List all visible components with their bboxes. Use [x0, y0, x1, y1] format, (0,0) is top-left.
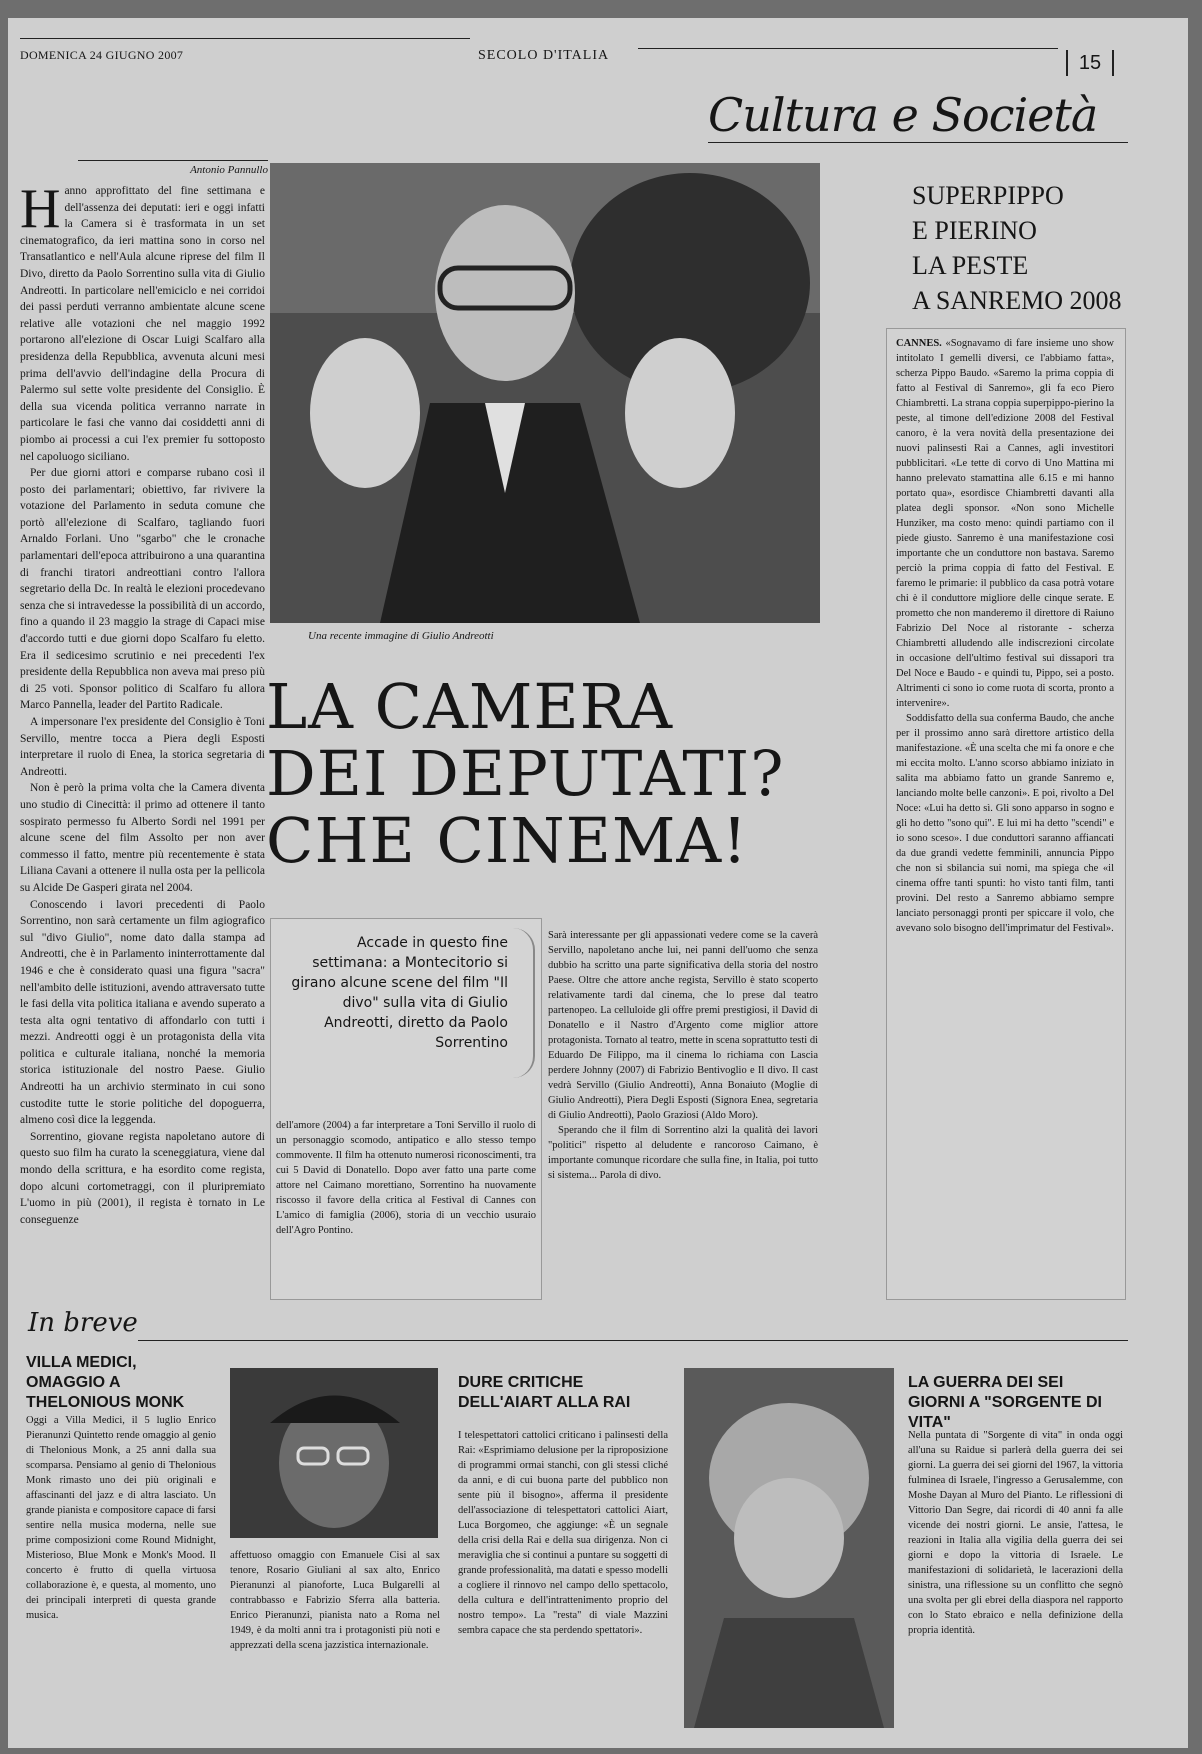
sidebar-title-line: SUPERPIPPO: [912, 181, 1064, 210]
newspaper-page: [8, 18, 1188, 1748]
breve-rule: [138, 1340, 1128, 1341]
brief-text: [908, 1428, 1123, 1743]
page-number: 15: [1066, 50, 1114, 76]
article-column-2: [276, 1118, 536, 1298]
sidebar-title: [912, 178, 1132, 318]
brief-headline: VILLA MEDICI, OMAGGIO A THELONIOUS MONK: [26, 1354, 185, 1411]
sidebar-paragraph: «Sognavamo di fare insieme uno show intitolato I gemelli diversi, ce l'abbiamo fatta», scherza Pippo Baudo. «Saremo la prima coppia di fatto al Festival di Sanremo», gli fa eco Piero Chiambretti. La strana coppia superpippo-pierino la peste, al timone dell'edizione 2008 del Festival canoro, è la vera novità della presentazione dei nuovi palinsesti Rai a Cannes, agli investitori pubblicitari. «Le tette di corvo di Uno Mattina mi hanno prelevato stamattina alle 6.15 e mi hanno portato qua», esordisce Chiambretti davanti alla platea degli sponsor. «Non sono Michelle Hunziker, ma costo meno: quindi partiamo con il piede giusto. Sanremo è una manifestazione così importante che un conduttore non bastava. Saremo perciò la prima coppia di fatto del Festival. E faremo le primarie: il pubblico da casa potrà votare chi è il conduttore migliore delle cinque serate. E prometto che non manderemo il direttore di Raiuno Fabrizio Del Noce al ristorante - scherza Chiambretti alludendo alle indiscrezioni circolate in occasione dell'ultimo festival sui dissapori tra Del Noce e Baudo - e quindi tu, Pippo, sei a posto. Altrimenti ci sono io come ruota di scorta, pronto a intervenire».: [896, 338, 1114, 709]
sidebar-title-line: E PIERINO: [912, 216, 1037, 245]
headline-line: CHE CINEMA!: [266, 804, 749, 877]
sidebar-title-line: A SANREMO 2008: [912, 286, 1122, 315]
sidebar-lead: CANNES.: [896, 338, 942, 349]
andreotti-photo: [270, 163, 820, 623]
photo-placeholder-icon: [230, 1368, 438, 1538]
photo-placeholder-icon: [270, 163, 820, 623]
brief-paragraph: affettuoso omaggio con Emanuele Cisi al sax tenore, Rosario Giuliani al sax alto, Enrico Pieranunzi al pianoforte, Luca Bulgarelli al contrabbasso e Fabrizio Sferra alla batteria. Enrico Pieranunzi, pianista nato a Roma nel 1949, è da molti anni tra i protagonisti più noti e apprezzati della scena jazzistica internazionale.: [230, 1550, 440, 1651]
article-paragraph: A impersonare l'ex presidente del Consiglio è Toni Servillo, mentre tocca a Piera degli Esposti interpretare il ruolo di Enea, la storica segretaria di Andreotti.: [20, 716, 265, 778]
headline: [266, 670, 785, 877]
article-paragraph: Sorrentino, giovane regista napoletano autore di questo suo film ha curato la sceneggiatura, viene dal mondo della scrittura, e ha esordito come regista, dopo alcuni cortometraggi, con il pluripremiato L'uomo in più (2001), il regista è tornato in Le conseguenze: [20, 1130, 265, 1226]
thelonious-monk-photo: [230, 1368, 438, 1538]
soldier-photo: [684, 1368, 894, 1728]
article-paragraph: Non è però la prima volta che la Camera diventa uno studio di Cinecittà: il primo ad ottenere il tanto sospirato permesso fu Alberto Sordi nel 1991 per alcune scene del film Assolto per non aver commesso il fatto, mentre più recentemente è stata Liliana Cavani a ottenere il nulla osta per la pellicola su Alcide De Gasperi girata nel 2004.: [20, 782, 265, 894]
headline-line: DEI DEPUTATI?: [266, 737, 785, 810]
section-title: Cultura e Società: [708, 88, 1098, 142]
photo-caption: Una recente immagine di Giulio Andreotti: [308, 630, 494, 642]
header-rule-left: [20, 38, 470, 39]
article-column-3: [548, 928, 818, 1298]
brief-paragraph: Oggi a Villa Medici, il 5 luglio Enrico Pieranunzi Quintetto rende omaggio al genio di Thelonious Monk, a 25 anni dalla sua scomparsa. Pensiamo al genio di Thelonious Monk rimasto uno dei più originali e affascinanti del jazz e di altra lasciato. Un grande pianista e compositore capace di farsi sentire nella musica moderna, nelle sue prime composizioni come Round Midnight, Misterioso, Blue Monk e Monk's Mood. Il concerto è frutto di quella virtuosa collaborazione è, e questa, al momento, uno dei principali interpreti di questa grande musica.: [26, 1415, 216, 1621]
section-rule: [708, 142, 1128, 143]
drop-cap: H: [20, 183, 61, 240]
article-paragraph: Sperando che il film di Sorrentino alzi la qualità dei lavori "politici" rispetto al deludente e rancoroso Caimano, è importante comunque ricordare che sulla fine, in Italia, poi tutto si sistema... Parola di divo.: [548, 1125, 818, 1181]
article-paragraph: Conoscendo i lavori precedenti di Paolo Sorrentino, non sarà certamente un film agiografico sul "divo Giulio", nome dato dalla stampa ad Andreotti, che è in Parlamento ininterrottamente dal 1946 e che è considerato quasi una figura "sacra" nell'ambito delle istituzioni, avendo attraversato tutte le fasi della vita politica italiana e avendo superato a testa alta ogni tentativo di affondarlo con tutti i mezzi. Andreotti oggi è un protagonista della vita politica e culturale italiana, nonché la memoria storica istituzionale del nostro Paese. Giulio Andreotti ha un archivio sterminato in cui sono custodite tutte le storie politiche del dopoguerra, almeno così dice la leggenda.: [20, 898, 265, 1127]
summary-bracket: [513, 928, 535, 1078]
brief-text: [458, 1428, 668, 1743]
article-summary: Accade in questo fine settimana: a Montecitorio si girano alcune scene del film "Il divo" sulla vita di Giulio Andreotti, diretto da Paolo Sorrentino: [291, 935, 508, 1051]
article-column-1: [20, 183, 265, 1303]
brief-text: [230, 1548, 440, 1743]
brief-headline: DURE CRITICHE DELL'AIART ALLA RAI: [458, 1374, 631, 1411]
article-paragraph: Per due giorni attori e comparse rubano così il posto dei parlamentari; obiettivo, far rivivere la votazione del Parlamento in seduta comune che portò all'elezione di Scalfaro, tagliando fuori Arnaldo Forlani. Uno "sgarbo" che le cronache parlamentari dell'epoca attribuirono a una quarantina di franchi tiratori andreottiani contro l'allora segretario della Dc. In realtà le elezioni procedevano senza che si intravedesse la possibilità di un accordo, fino a quando il 23 maggio la strage di Capaci mise d'accordo tutti e due giorni dopo Scalfaro fu eletto. Era il sedicesimo scrutinio e nei precedenti l'ex presidente della Repubblica non aveva mai preso più di 25 voti. Sponsor politico di Scalfaro fu allora Marco Pannella, leader del Partito Radicale.: [20, 467, 265, 712]
article-paragraph: dell'amore (2004) a far interpretare a Toni Servillo il ruolo di un personaggio scomodo, antipatico e allo stesso tempo commovente. Il film ha ottenuto numerosi riconoscimenti, tra cui 5 David di Donatello. Dopo aver fatto una parte come attore nel Caimano morettiano, Sorrentino ha nuovamente riscosso il favore della critica al Festival di Cannes con L'amico di famiglia (2006), storia di un vecchio usuraio dell'Agro Pontino.: [276, 1120, 536, 1236]
sidebar-paragraph: Soddisfatto della sua conferma Baudo, che anche per il prossimo anno sarà direttore artistico della manifestazione. «È una scelta che mi fa onore e che mi eccita molto. L'anno scorso abbiamo iniziato in salita ma abbiamo fatto un grande Sanremo e, lanciando molte belle canzoni». E poi, rivolto a Del Noce: «Lui ha detto sì. Gli sono apparso in sogno e gli ho detto "sono qui". E lui mi ha detto "scendi" e io sono sceso». I due conduttori saranno affiancati da due grandi vedette femminili, annuncia Pippo che non si sbilancia sui nomi, ma spiega che «il cinema offre tanti spunti: ho visto tanti film, tanti provini. Del resto a Sanremo abbiamo sempre lanciato personaggi pronti per spiccare il volo, che avevano solo bisogno dell'imprimatur del Festival».: [896, 713, 1114, 934]
header-date: DOMENICA 24 GIUGNO 2007: [20, 48, 184, 62]
header-rule-right: [638, 48, 1058, 49]
brief-text: [26, 1413, 216, 1743]
headline-line: LA CAMERA: [266, 670, 674, 743]
byline: Antonio Pannullo: [78, 160, 268, 176]
brief-headline: LA GUERRA DEI SEI GIORNI A "SORGENTE DI VITA": [908, 1374, 1102, 1431]
sidebar-title-line: LA PESTE: [912, 251, 1029, 280]
in-breve-title: In breve: [28, 1308, 138, 1338]
article-paragraph: anno approfittato del fine settimana e dell'assenza dei deputati: ieri e oggi infatti la Camera si è trasformata in un set cinematografico, da ieri mattina sono in corso nel Transatlantico e nell'Aula alcune riprese del film Il Divo, diretto da Paolo Sorrentino sulla vita di Giulio Andreotti. In particolare nell'emiciclo e nei corridoi dei passi perduti verranno ambientate alcune scene relative alle votazioni che nel maggio 1992 portarono all'elezione di Oscar Luigi Scalfaro alla presidenza della Repubblica, avvenuta alcuni mesi prima dell'avvio dell'indagine della Procura di Palermo sul sette volte presidente del Consiglio. È della sua vicenda politica verranno narrate in particolare le fasi che vanno dai cosiddetti anni di piombo ai processi a cui l'ex premier fu sottoposto nel capoluogo siciliano.: [20, 185, 265, 463]
article-paragraph: Sarà interessante per gli appassionati vedere come se la caverà Servillo, napoletano anche lui, nei panni dell'uomo che senza dubbio ha scritto una parte significativa della storia del nostro Paese. Oltre che attore anche regista, Servillo è stato scoperto relativamente tardi dal cinema, che lo prese dal teatro partenopeo. La celluloide gli offre premi prestigiosi, il David di Donatello e il Nastro d'Argento come miglior attore protagonista. Tornato al teatro, mette in scena soprattutto testi di Eduardo De Filippo, ma il cinema lo richiama con Lascia perdere Johnny (2007) di Fabrizio Bentivoglio e Il divo. Il cast vedrà Servillo (Giulio Andreotti), Anna Bonaiuto (Moglie di Giulio Andreotti), Piera Degli Esposti (Signora Enea, segretaria di Giulio Andreotti), Paolo Graziosi (Aldo Moro).: [548, 930, 818, 1121]
sidebar-text: [896, 336, 1114, 1291]
header-paper-name: SECOLO D'ITALIA: [478, 48, 610, 63]
photo-placeholder-icon: [684, 1368, 894, 1728]
brief-paragraph: Nella puntata di "Sorgente di vita" in onda oggi all'una su Raidue si parlerà della guerra dei sei giorni. La guerra dei sei giorni del 1967, la vittoria fulminea di Israele, l'ingresso a Gerusalemme, con Moshe Dayan al Muro del Pianto. Le riflessioni di Vittorio Dan Segre, dai ricordi di 40 anni fa alle vicende dei nostri giorni. Le ansie, l'attesa, le reazioni in Italia alla vigilia della guerra dei sei giorni e dopo la vittoria di Israele. Le manifestazioni di solidarietà, le lacerazioni della sinistra, una riflessione su un conflitto che segnò una svolta per gli ebrei della diaspora nel rapporto con lo Stato ebraico e nella definizione della propria identità.: [908, 1430, 1123, 1636]
brief-paragraph: I telespettatori cattolici criticano i palinsesti della Rai: «Esprimiamo delusione per la riproposizione di programmi ormai stanchi, con gli stessi cliché da anni, e di cui buona parte del pubblico non sente più il bisogno», afferma il presidente dell'associazione di telespettatori cattolici Aiart, Luca Borgomeo, che aggiunge: «È un segnale della crisi della Rai e della sua dirigenza. Non ci meraviglia che si continui a puntare su soggetti di grande professionalità, ma datati e spesso modelli a cogliere il rinnovo nel campo dello spettacolo, della cultura e dell'intrattenimento proprio del nostro tempo». La "resta" di viale Mazzini sembra capace che sta perdendo spettatori».: [458, 1430, 668, 1636]
